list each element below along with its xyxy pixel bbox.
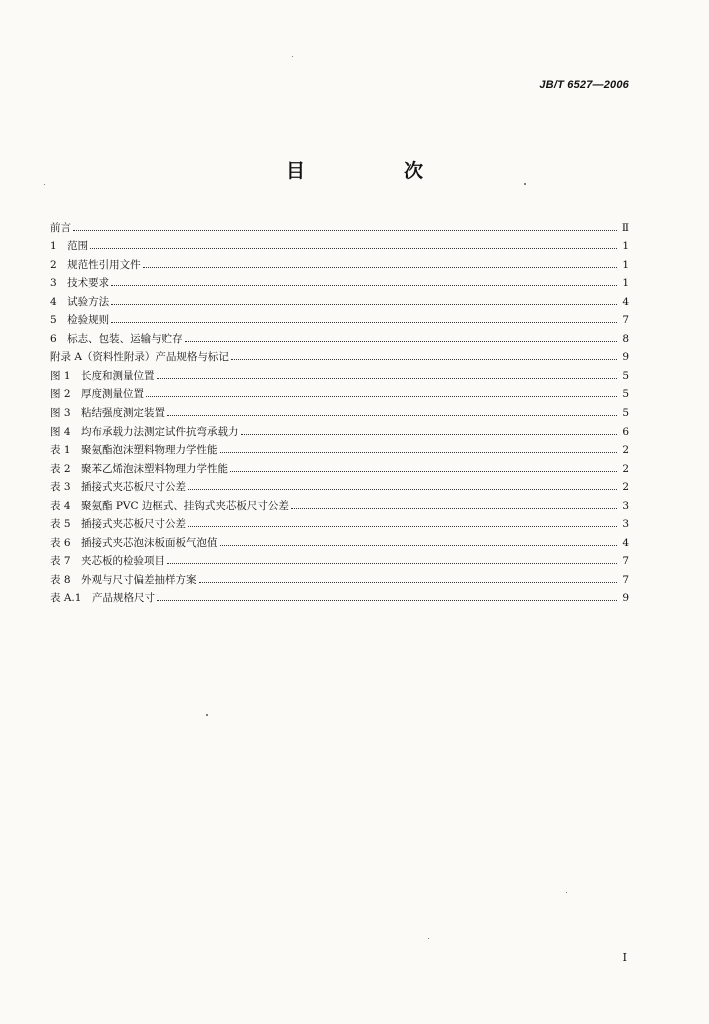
standard-code: JB/T 6527—2006 bbox=[539, 79, 629, 91]
toc-leader-dots bbox=[185, 340, 617, 342]
toc-entry-label: 表 3 插接式夹芯板尺寸公差 bbox=[50, 481, 187, 494]
toc-entry-label: 表 8 外观与尺寸偏差抽样方案 bbox=[50, 573, 197, 586]
toc-entry-label: 图 3 粘结强度测定装置 bbox=[50, 407, 166, 420]
page-number: I bbox=[622, 951, 627, 964]
toc-entry-page: 7 bbox=[622, 573, 629, 586]
toc-leader-dots bbox=[73, 229, 617, 231]
toc-entry-label: 5 检验规则 bbox=[50, 314, 110, 327]
scan-speck bbox=[524, 183, 526, 185]
toc-leader-dots bbox=[111, 321, 617, 323]
toc-entry-page: 6 bbox=[622, 425, 629, 438]
toc-entry-label: 2 规范性引用文件 bbox=[50, 258, 141, 271]
toc-leader-dots bbox=[157, 599, 617, 601]
toc-entry-page: 9 bbox=[622, 592, 629, 605]
toc-entry-label: 1 范围 bbox=[50, 240, 89, 253]
toc-entry bbox=[50, 234, 629, 253]
toc-entry-page: 8 bbox=[622, 332, 629, 345]
table-of-contents bbox=[50, 215, 629, 604]
toc-entry-page: 7 bbox=[622, 555, 629, 568]
toc-entry-label: 图 1 长度和测量位置 bbox=[50, 369, 155, 382]
toc-entry-page: 7 bbox=[622, 314, 629, 327]
toc-entry-label: 表 5 插接式夹芯板尺寸公差 bbox=[50, 518, 187, 531]
toc-entry-page: 5 bbox=[622, 407, 629, 420]
toc-entry-page: 5 bbox=[622, 369, 629, 382]
toc-entry-label: 附录 A（资料性附录）产品规格与标记 bbox=[50, 351, 229, 364]
toc-entry bbox=[50, 215, 629, 234]
toc-entry bbox=[50, 400, 629, 419]
toc-entry-page: 1 bbox=[622, 240, 629, 253]
toc-leader-dots bbox=[146, 395, 617, 397]
toc-leader-dots bbox=[90, 247, 617, 249]
toc-entry bbox=[50, 326, 629, 345]
toc-entry bbox=[50, 530, 629, 549]
toc-leader-dots bbox=[167, 414, 617, 416]
toc-entry-page: 1 bbox=[622, 258, 629, 271]
toc-entry bbox=[50, 289, 629, 308]
scan-speck bbox=[44, 184, 45, 185]
toc-entry-label: 表 7 夹芯板的检验项目 bbox=[50, 555, 166, 568]
toc-entry-label: 3 技术要求 bbox=[50, 277, 110, 290]
page-title: 目 次 bbox=[285, 160, 463, 182]
toc-entry-label: 4 试验方法 bbox=[50, 295, 110, 308]
toc-leader-dots bbox=[111, 284, 617, 286]
scan-speck bbox=[206, 714, 208, 716]
toc-entry bbox=[50, 382, 629, 401]
toc-entry-label: 6 标志、包装、运输与贮存 bbox=[50, 332, 183, 345]
toc-leader-dots bbox=[188, 525, 617, 527]
toc-entry bbox=[50, 586, 629, 605]
toc-entry bbox=[50, 493, 629, 512]
toc-entry-page: 3 bbox=[622, 499, 629, 512]
toc-entry-label: 表 4 聚氨酯 PVC 边框式、挂钩式夹芯板尺寸公差 bbox=[50, 499, 289, 512]
toc-entry-label: 前言 bbox=[50, 221, 71, 234]
toc-entry bbox=[50, 549, 629, 568]
toc-entry bbox=[50, 419, 629, 438]
toc-entry bbox=[50, 345, 629, 364]
toc-leader-dots bbox=[230, 470, 617, 472]
toc-entry-label: 图 2 厚度测量位置 bbox=[50, 388, 145, 401]
toc-entry bbox=[50, 567, 629, 586]
toc-entry-page: 2 bbox=[622, 462, 629, 475]
toc-entry-page: 4 bbox=[622, 295, 629, 308]
toc-leader-dots bbox=[241, 433, 617, 435]
toc-entry-label: 表 A.1 产品规格尺寸 bbox=[50, 592, 155, 605]
toc-entry bbox=[50, 363, 629, 382]
toc-entry-page: 3 bbox=[622, 518, 629, 531]
scan-speck bbox=[566, 892, 567, 893]
toc-leader-dots bbox=[220, 544, 617, 546]
toc-entry bbox=[50, 308, 629, 327]
toc-leader-dots bbox=[188, 488, 617, 490]
scan-speck bbox=[292, 56, 293, 57]
toc-entry-page: 9 bbox=[622, 351, 629, 364]
toc-entry bbox=[50, 252, 629, 271]
toc-leader-dots bbox=[111, 303, 617, 305]
toc-leader-dots bbox=[231, 358, 617, 360]
toc-entry-page: 5 bbox=[622, 388, 629, 401]
scan-speck bbox=[428, 938, 429, 939]
toc-entry-page: 2 bbox=[622, 444, 629, 457]
toc-leader-dots bbox=[291, 507, 617, 509]
toc-leader-dots bbox=[199, 581, 617, 583]
toc-entry-page: Ⅱ bbox=[621, 221, 629, 234]
toc-entry bbox=[50, 475, 629, 494]
toc-entry-label: 图 4 均布承载力法测定试件抗弯承载力 bbox=[50, 425, 239, 438]
toc-entry bbox=[50, 456, 629, 475]
toc-leader-dots bbox=[157, 377, 617, 379]
toc-entry bbox=[50, 512, 629, 531]
toc-entry bbox=[50, 271, 629, 290]
toc-entry-label: 表 6 插接式夹芯泡沫板面板气泡值 bbox=[50, 536, 218, 549]
toc-entry-label: 表 2 聚苯乙烯泡沫塑料物理力学性能 bbox=[50, 462, 229, 475]
toc-entry-label: 表 1 聚氨酯泡沫塑料物理力学性能 bbox=[50, 444, 218, 457]
toc-leader-dots bbox=[167, 562, 617, 564]
toc-entry-page: 4 bbox=[622, 536, 629, 549]
toc-leader-dots bbox=[220, 451, 617, 453]
toc-entry-page: 2 bbox=[622, 481, 629, 494]
toc-entry bbox=[50, 438, 629, 457]
toc-leader-dots bbox=[143, 266, 617, 268]
toc-entry-page: 1 bbox=[622, 277, 629, 290]
